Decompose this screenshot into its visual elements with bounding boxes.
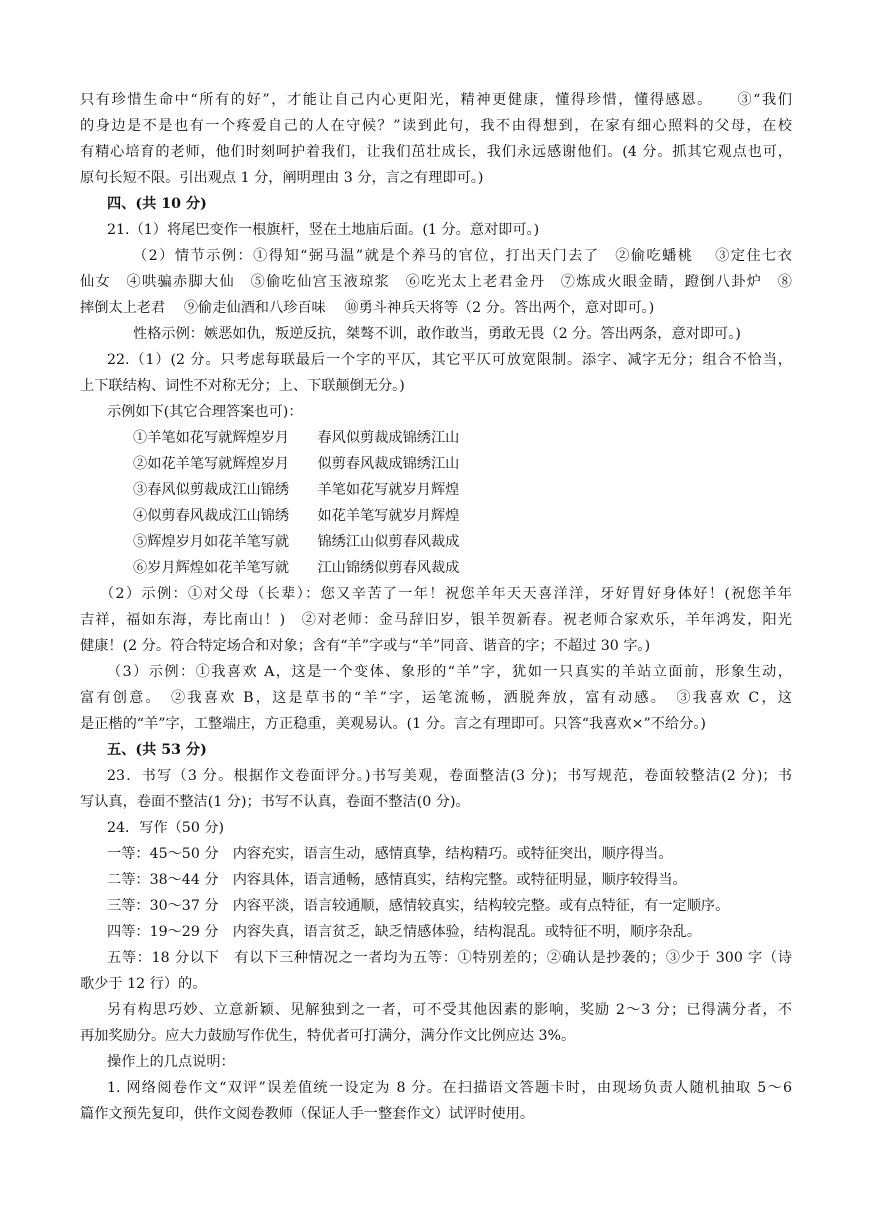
- text-line: 23．书写（3 分。根据作文卷面评分。)书写美观，卷面整洁(3 分)；书写规范，卷面较整洁(2 分)；书: [107, 768, 792, 784]
- text-line: 写认真，卷面不整洁(1 分)；书写不认真，卷面不整洁(0 分)。: [80, 794, 470, 810]
- text-line: 仙女 ④哄骗赤脚大仙 ⑤偷吃仙宫玉液琼浆 ⑥吃光太上老君金丹 ⑦炼成火眼金睛，蹬倒八卦炉 ⑧: [80, 274, 792, 290]
- text-line: 只有珍惜生命中“所有的好”，才能让自己内心更阳光，精神更健康，懂得珍惜，懂得感恩。 ③“我们: [80, 92, 792, 108]
- text-line: 24．写作（50 分): [107, 820, 225, 836]
- text-line: 上下联结构、词性不对称无分；上、下联颠倒无分。): [80, 378, 405, 394]
- text-line: 四等：19～29 分 内容失真，语言贫乏，缺乏情感体验，结构混乱。或特征不明，顺序杂乱。: [107, 924, 701, 940]
- text-line: 性格示例：嫉恶如仇，叛逆反抗，桀骜不训，敢作敢当，勇敢无畏（2 分。答出两条，意对即可。): [133, 326, 741, 342]
- text-line: 22.（1）(2 分。只考虑每联最后一个字的平仄，其它平仄可放宽限制。添字、减字无分；组合不恰当，: [107, 352, 792, 368]
- text-line: ⑥岁月辉煌如花羊笔写就 江山锦绣似剪春风裁成: [133, 560, 460, 576]
- text-line: （3）示例：①我喜欢 A，这是一个变体、象形的“羊”字，犹如一只真实的羊站立面前，形象生动，: [107, 664, 792, 680]
- text-line: 二等：38～44 分 内容具体，语言通畅，感情真实，结构完整。或特征明显，顺序较得当。: [107, 872, 687, 888]
- text-line: 摔倒太上老君 ⑨偷走仙酒和八珍百味 ⑩勇斗神兵天将等（2 分。答出两个，意对即可。): [80, 300, 655, 316]
- text-line: 歌少于 12 行）的。: [80, 976, 207, 992]
- text-line: （2）示例：①对父母（长辈）：您又辛苦了一年！祝您羊年天天喜洋洋，牙好胃好身体好！(祝您羊年: [100, 586, 792, 602]
- text-line: 操作上的几点说明：: [107, 1054, 235, 1070]
- text-line: 有精心培育的老师，他们时刻呵护着我们，让我们茁壮成长，我们永远感谢他们。(4 分。抓其它观点也可，: [80, 144, 792, 160]
- text-line: 三等：30～37 分 内容平淡，语言较通顺，感情较真实，结构较完整。或有点特征，有一定顺序。: [107, 898, 730, 914]
- text-line: 五等：18 分以下 有以下三种情况之一者均为五等：①特别差的；②确认是抄袭的；③少于 300 字（诗: [107, 950, 792, 966]
- text-line: 富有创意。 ②我喜欢 B，这是草书的“羊”字，运笔流畅，洒脱奔放，富有动感。 ③我喜欢 C，这: [80, 690, 792, 706]
- section-heading: 四、(共 10 分): [107, 196, 207, 212]
- text-line: 篇作文预先复印，供作文阅卷教师（保证人手一整套作文）试评时使用。: [80, 1106, 535, 1122]
- text-line: 一等：45～50 分 内容充实，语言生动，感情真挚，结构精巧。或特征突出，顺序得当。: [107, 846, 673, 862]
- text-line: ⑤辉煌岁月如花羊笔写就 锦绣江山似剪春风裁成: [133, 534, 460, 550]
- text-line: 21.（1）将尾巴变作一根旗杆，竖在土地庙后面。(1 分。意对即可。): [107, 222, 540, 238]
- text-line: ②如花羊笔写就辉煌岁月 似剪春风裁成锦绣江山: [133, 456, 460, 472]
- text-line: 健康！(2 分。符合特定场合和对象；含有“羊”字或与“羊”同音、谐音的字；不超过 30 字。): [80, 638, 651, 654]
- text-line: 是正楷的“羊”字，工整端庄，方正稳重，美观易认。(1 分。言之有理即可。只答“我喜欢×”不给分。): [80, 716, 706, 732]
- text-line: ④似剪春风裁成江山锦绣 如花羊笔写就岁月辉煌: [133, 508, 460, 524]
- text-line: 原句长短不限。引出观点 1 分，阐明理由 3 分，言之有理即可。): [80, 170, 484, 186]
- text-line: 另有构思巧妙、立意新颖、见解独到之一者，可不受其他因素的影响，奖励 2～3 分；已得满分者，不: [107, 1002, 792, 1018]
- text-line: 吉祥，福如东海，寿比南山！) ②对老师：金马辞旧岁，银羊贺新春。祝老师合家欢乐，羊年鸿发，阳光: [80, 612, 792, 628]
- text-line: ①羊笔如花写就辉煌岁月 春风似剪裁成锦绣江山: [133, 430, 460, 446]
- text-line: 1. 网络阅卷作文“双评”误差值统一设定为 8 分。在扫描语文答题卡时，由现场负责人随机抽取 5～6: [107, 1080, 792, 1096]
- text-line: 再加奖励分。应大力鼓励写作优生，特优者可打满分，满分作文比例应达 3%。: [80, 1028, 576, 1044]
- text-line: 的身边是不是也有一个疼爱自己的人在守候？”读到此句，我不由得想到，在家有细心照料的父母，在校: [80, 118, 792, 134]
- text-line: 示例如下(其它合理答案也可)：: [107, 404, 303, 420]
- text-line: （2）情节示例：①得知“弼马温”就是个养马的官位，打出天门去了 ②偷吃蟠桃 ③定住七衣: [133, 248, 792, 264]
- section-heading: 五、(共 53 分): [107, 742, 207, 758]
- text-line: ③春风似剪裁成江山锦绣 羊笔如花写就岁月辉煌: [133, 482, 460, 498]
